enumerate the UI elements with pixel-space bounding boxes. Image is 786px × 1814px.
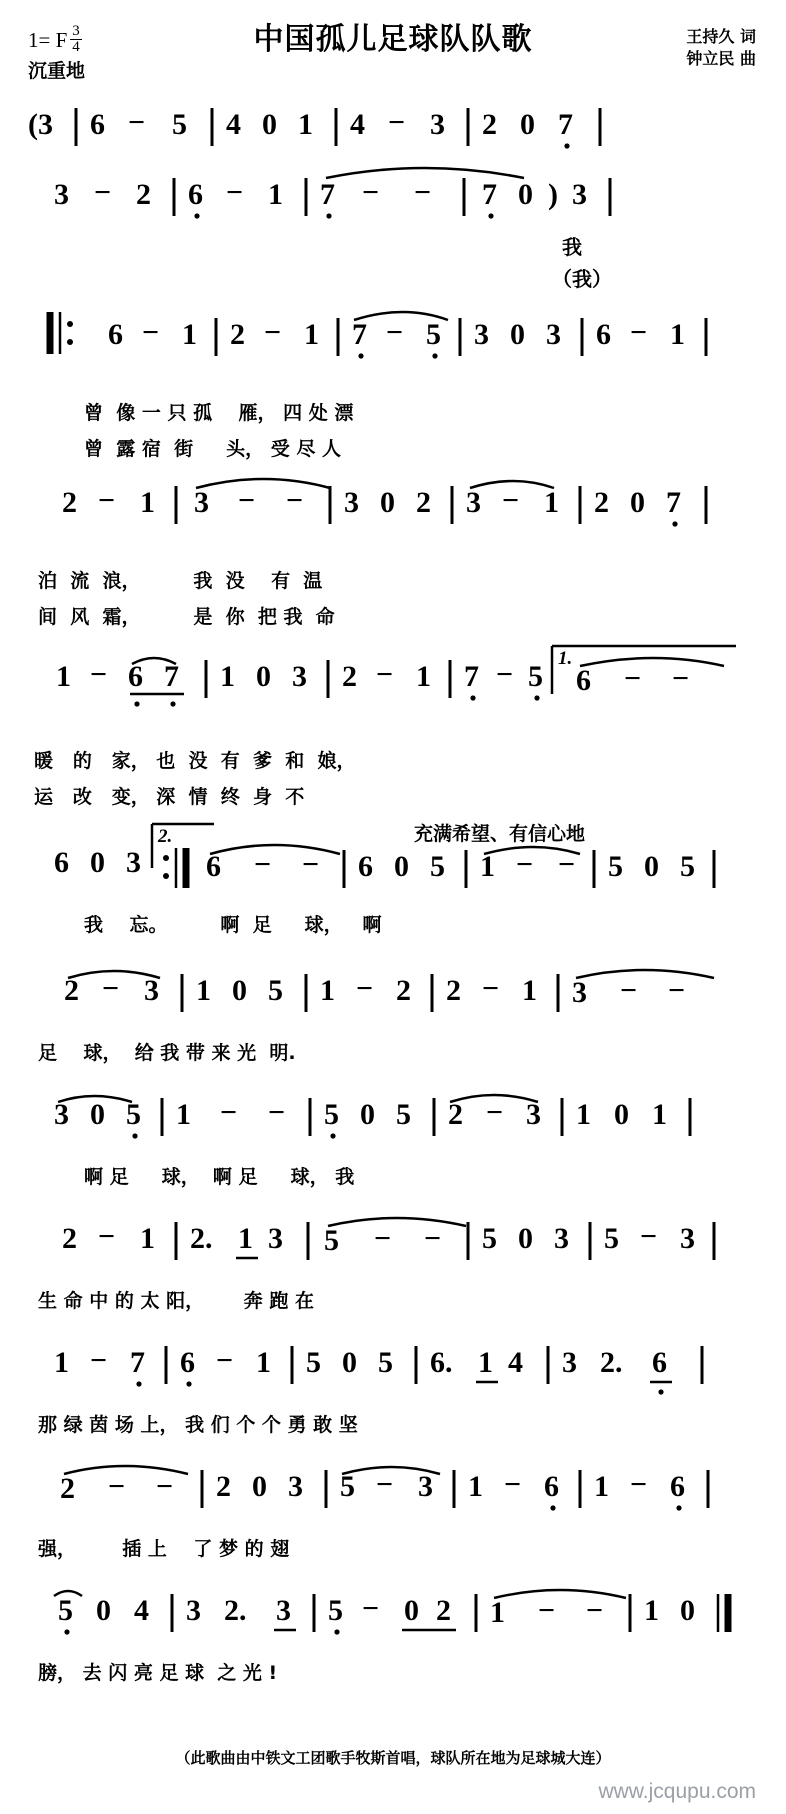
svg-text:1: 1 xyxy=(416,660,431,693)
svg-text:1: 1 xyxy=(304,318,319,351)
svg-text:−: − xyxy=(386,316,404,349)
svg-text:5: 5 xyxy=(528,660,543,693)
svg-text:2: 2 xyxy=(594,486,609,519)
notation-row-intro-2 xyxy=(24,162,762,302)
svg-text:1: 1 xyxy=(220,660,235,693)
svg-text:6: 6 xyxy=(108,318,123,351)
svg-text:−: − xyxy=(264,316,282,349)
svg-text:6: 6 xyxy=(180,1346,195,1379)
svg-text:3: 3 xyxy=(292,660,307,693)
lyric-verse-4: 我 忘。 啊 足 球， 啊 xyxy=(84,914,382,936)
svg-text:−: − xyxy=(672,662,690,695)
svg-text:0: 0 xyxy=(380,486,395,519)
svg-text:3: 3 xyxy=(418,1470,433,1503)
svg-text:−: − xyxy=(216,1344,234,1377)
system-verse-2 xyxy=(0,470,786,628)
svg-text:1: 1 xyxy=(576,1098,591,1131)
svg-text:4: 4 xyxy=(134,1594,149,1627)
svg-text:−: − xyxy=(254,848,272,881)
svg-text:−: − xyxy=(504,1468,522,1501)
svg-text:5: 5 xyxy=(324,1098,339,1131)
lyric-chorus-3: 生 命 中 的 太 阳， 奔 跑 在 xyxy=(38,1290,314,1312)
svg-text:1: 1 xyxy=(478,1346,493,1379)
svg-text:7: 7 xyxy=(352,318,367,351)
notation-row-verse-2 xyxy=(24,470,762,620)
svg-text:0: 0 xyxy=(232,974,247,1007)
svg-text:1: 1 xyxy=(176,1098,191,1131)
svg-text:−: − xyxy=(388,106,406,139)
svg-text:3: 3 xyxy=(144,974,159,1007)
svg-text:−: − xyxy=(98,1220,116,1253)
svg-text:2: 2 xyxy=(342,660,357,693)
svg-text:1: 1 xyxy=(140,1222,155,1255)
svg-text:1: 1 xyxy=(56,660,71,693)
system-chorus-2 xyxy=(0,1078,786,1188)
system-chorus-5 xyxy=(0,1450,786,1560)
svg-text:5: 5 xyxy=(378,1346,393,1379)
lyric-verse-1-line-1: 曾 像 一 只 孤 雁， 四 处 漂 xyxy=(84,402,354,424)
svg-text:6: 6 xyxy=(54,846,69,879)
svg-text:1: 1 xyxy=(652,1098,667,1131)
svg-text:5: 5 xyxy=(396,1098,411,1131)
svg-text:6: 6 xyxy=(206,850,221,883)
svg-text:6: 6 xyxy=(90,108,105,141)
system-verse-1 xyxy=(0,302,786,460)
system-chorus-3 xyxy=(0,1202,786,1312)
svg-text:0: 0 xyxy=(614,1098,629,1131)
svg-text:3: 3 xyxy=(466,486,481,519)
svg-text:4: 4 xyxy=(350,108,365,141)
svg-text:−: − xyxy=(640,1220,658,1253)
svg-text:−: − xyxy=(620,974,638,1007)
svg-text:3: 3 xyxy=(562,1346,577,1379)
svg-text:3: 3 xyxy=(186,1594,201,1627)
svg-text:3: 3 xyxy=(54,178,69,211)
svg-text:−: − xyxy=(286,484,304,517)
svg-text:7: 7 xyxy=(558,108,573,141)
key-signature-text: 1= F xyxy=(28,28,68,52)
svg-text:−: − xyxy=(362,176,380,209)
svg-text:−: − xyxy=(238,484,256,517)
lyric-verse-2-line-2: 间 风 霜， 是 你 把 我 命 xyxy=(38,605,335,628)
svg-text:−: − xyxy=(226,176,244,209)
svg-text:4: 4 xyxy=(508,1346,523,1379)
svg-text:3: 3 xyxy=(430,108,445,141)
svg-text:1: 1 xyxy=(490,1596,505,1629)
svg-text:1: 1 xyxy=(140,486,155,519)
svg-text:−: − xyxy=(156,1470,174,1503)
system-verse-3 xyxy=(0,638,786,808)
svg-text:−: − xyxy=(482,972,500,1005)
page-title: 中国孤儿足球队队歌 xyxy=(253,22,533,57)
svg-text:−: − xyxy=(302,848,320,881)
svg-text:3: 3 xyxy=(344,486,359,519)
lyric-chorus-2: 啊 足 球， 啊 足 球， 我 xyxy=(84,1166,355,1188)
svg-text:6: 6 xyxy=(544,1470,559,1503)
svg-text:1: 1 xyxy=(238,1222,253,1255)
svg-text:0: 0 xyxy=(630,486,645,519)
svg-text:2: 2 xyxy=(136,178,151,211)
time-signature-numerator: 3 xyxy=(72,23,80,39)
svg-text:2.: 2. xyxy=(600,1346,623,1379)
system-intro-2 xyxy=(0,162,786,302)
svg-text:3: 3 xyxy=(276,1594,291,1627)
svg-text:5: 5 xyxy=(126,1098,141,1131)
svg-text:6: 6 xyxy=(188,178,203,211)
second-ending-label: 2. xyxy=(158,826,173,847)
svg-text:(3: (3 xyxy=(28,108,53,141)
svg-text:−: − xyxy=(414,176,432,209)
svg-text:1: 1 xyxy=(256,1346,271,1379)
lyricist-credit: 王持久 词 xyxy=(686,27,756,46)
time-signature-denominator: 4 xyxy=(72,39,80,55)
svg-text:0: 0 xyxy=(680,1594,695,1627)
svg-text:1: 1 xyxy=(480,850,495,883)
svg-text:0: 0 xyxy=(256,660,271,693)
system-chorus-4 xyxy=(0,1326,786,1436)
svg-text:−: − xyxy=(128,106,146,139)
svg-text:1: 1 xyxy=(268,178,283,211)
svg-text:5: 5 xyxy=(328,1594,343,1627)
svg-text:−: − xyxy=(516,848,534,881)
svg-text:0: 0 xyxy=(360,1098,375,1131)
expression-marking: 充满希望、有信心地 xyxy=(414,823,586,845)
lyric-verse-2-line-1: 泊 流 浪， 我 没 有 温 xyxy=(38,570,323,592)
svg-text:1: 1 xyxy=(544,486,559,519)
svg-text:2: 2 xyxy=(482,108,497,141)
svg-text:0: 0 xyxy=(262,108,277,141)
pickup-lyric-2: （我） xyxy=(552,267,612,291)
svg-text:−: − xyxy=(630,316,648,349)
svg-text:6: 6 xyxy=(358,850,373,883)
watermark: www.jcqupu.com xyxy=(598,1780,756,1803)
svg-text:2: 2 xyxy=(60,1472,75,1505)
svg-text:1: 1 xyxy=(182,318,197,351)
svg-text:−: − xyxy=(142,316,160,349)
svg-text:−: − xyxy=(496,658,514,691)
svg-text:−: − xyxy=(424,1222,442,1255)
svg-text:7: 7 xyxy=(130,1346,145,1379)
lyric-chorus-6: 膀， 去 闪 亮 足 球 之 光 ! xyxy=(38,1662,278,1684)
system-chorus-6 xyxy=(0,1574,786,1684)
first-ending-label: 1. xyxy=(558,648,573,669)
svg-text:−: − xyxy=(586,1594,604,1627)
svg-text:5: 5 xyxy=(426,318,441,351)
lyric-chorus-1: 足 球， 给 我 带 来 光 明. xyxy=(38,1042,296,1064)
svg-text:5: 5 xyxy=(172,108,187,141)
svg-text:−: − xyxy=(356,972,374,1005)
svg-text:−: − xyxy=(486,1096,504,1129)
svg-text:3: 3 xyxy=(288,1470,303,1503)
svg-text:−: − xyxy=(102,972,120,1005)
svg-text:5: 5 xyxy=(608,850,623,883)
svg-text:7: 7 xyxy=(164,660,179,693)
svg-text:−: − xyxy=(90,658,108,691)
svg-text:0: 0 xyxy=(520,108,535,141)
svg-text:−: − xyxy=(220,1096,238,1129)
svg-text:2: 2 xyxy=(64,974,79,1007)
svg-text:3: 3 xyxy=(572,976,587,1009)
svg-text:−: − xyxy=(502,484,520,517)
svg-text:2: 2 xyxy=(230,318,245,351)
notation-row-verse-1 xyxy=(24,302,762,452)
system-chorus-1 xyxy=(0,954,786,1064)
lyric-verse-3-line-1: 暖 的 家， 也 没 有 爹 和 娘， xyxy=(34,750,356,772)
svg-text:2.: 2. xyxy=(190,1222,213,1255)
svg-text:3: 3 xyxy=(526,1098,541,1131)
svg-text:1: 1 xyxy=(594,1470,609,1503)
svg-text:3: 3 xyxy=(554,1222,569,1255)
svg-text:5: 5 xyxy=(58,1594,73,1627)
system-verse-4 xyxy=(0,810,786,940)
svg-text:5: 5 xyxy=(680,850,695,883)
svg-text:1: 1 xyxy=(320,974,335,1007)
lyric-verse-1-line-2: 曾 露 宿 街 头， 受 尽 人 xyxy=(84,437,341,460)
svg-text:−: − xyxy=(98,484,116,517)
svg-text:2: 2 xyxy=(416,486,431,519)
svg-text:0: 0 xyxy=(394,850,409,883)
svg-text:−: − xyxy=(268,1096,286,1129)
svg-text:0: 0 xyxy=(404,1594,419,1627)
svg-text:): ) xyxy=(548,178,558,211)
svg-text:−: − xyxy=(624,662,642,695)
credits xyxy=(686,26,756,69)
svg-text:2: 2 xyxy=(436,1594,451,1627)
svg-text:7: 7 xyxy=(666,486,681,519)
svg-text:0: 0 xyxy=(96,1594,111,1627)
svg-text:−: − xyxy=(90,1344,108,1377)
svg-text:0: 0 xyxy=(510,318,525,351)
svg-text:3: 3 xyxy=(194,486,209,519)
svg-text:6: 6 xyxy=(128,660,143,693)
lyric-verse-3-line-2: 运 改 变， 深 情 终 身 不 xyxy=(34,785,305,808)
svg-text:0: 0 xyxy=(644,850,659,883)
svg-text:6: 6 xyxy=(670,1470,685,1503)
svg-text:−: − xyxy=(538,1594,556,1627)
svg-text:1: 1 xyxy=(644,1594,659,1627)
svg-text:1: 1 xyxy=(522,974,537,1007)
svg-text:0: 0 xyxy=(518,178,533,211)
composer-credit: 钟立民 曲 xyxy=(686,48,756,68)
pickup-lyric-1: 我 xyxy=(562,235,582,259)
svg-text:−: − xyxy=(94,176,112,209)
svg-text:3: 3 xyxy=(474,318,489,351)
svg-text:−: − xyxy=(108,1470,126,1503)
svg-text:5: 5 xyxy=(604,1222,619,1255)
svg-text:2: 2 xyxy=(62,486,77,519)
svg-text:7: 7 xyxy=(482,178,497,211)
lyric-chorus-4: 那 绿 茵 场 上， 我 们 个 个 勇 敢 坚 xyxy=(38,1414,358,1436)
svg-text:0: 0 xyxy=(90,846,105,879)
svg-text:5: 5 xyxy=(430,850,445,883)
notation-row-intro-1 xyxy=(24,100,762,162)
svg-text:1: 1 xyxy=(54,1346,69,1379)
svg-text:4: 4 xyxy=(226,108,241,141)
svg-text:5: 5 xyxy=(482,1222,497,1255)
svg-text:7: 7 xyxy=(464,660,479,693)
svg-text:3: 3 xyxy=(546,318,561,351)
lyric-chorus-5: 强， 插 上 了 梦 的 翅 xyxy=(38,1538,290,1560)
svg-text:−: − xyxy=(362,1592,380,1625)
svg-text:2: 2 xyxy=(446,974,461,1007)
svg-text:0: 0 xyxy=(90,1098,105,1131)
svg-text:1: 1 xyxy=(298,108,313,141)
svg-text:5: 5 xyxy=(268,974,283,1007)
svg-text:−: − xyxy=(376,658,394,691)
svg-text:2: 2 xyxy=(396,974,411,1007)
svg-text:6: 6 xyxy=(576,664,591,697)
svg-text:2.: 2. xyxy=(224,1594,247,1627)
svg-text:0: 0 xyxy=(518,1222,533,1255)
footnote: （此歌曲由中铁文工团歌手牧斯首唱，球队所在地为足球城大连） xyxy=(175,1749,611,1767)
svg-text:1: 1 xyxy=(670,318,685,351)
svg-text:2: 2 xyxy=(216,1470,231,1503)
svg-text:0: 0 xyxy=(252,1470,267,1503)
svg-text:−: − xyxy=(376,1468,394,1501)
svg-text:3: 3 xyxy=(268,1222,283,1255)
svg-text:3: 3 xyxy=(680,1222,695,1255)
score-header xyxy=(0,0,786,100)
svg-text:−: − xyxy=(668,974,686,1007)
svg-text:3: 3 xyxy=(572,178,587,211)
svg-text:1: 1 xyxy=(468,1470,483,1503)
svg-text:5: 5 xyxy=(340,1470,355,1503)
svg-text:6: 6 xyxy=(596,318,611,351)
svg-text:2: 2 xyxy=(62,1222,77,1255)
svg-text:2: 2 xyxy=(448,1098,463,1131)
svg-text:−: − xyxy=(630,1468,648,1501)
svg-text:3: 3 xyxy=(126,846,141,879)
svg-text:5: 5 xyxy=(306,1346,321,1379)
svg-text:0: 0 xyxy=(342,1346,357,1379)
svg-text:−: − xyxy=(558,848,576,881)
svg-text:6: 6 xyxy=(652,1346,667,1379)
svg-text:7: 7 xyxy=(320,178,335,211)
svg-text:−: − xyxy=(374,1222,392,1255)
svg-text:5: 5 xyxy=(324,1224,339,1257)
svg-text:6.: 6. xyxy=(430,1346,453,1379)
tempo-marking: 沉重地 xyxy=(28,60,86,82)
svg-text:3: 3 xyxy=(54,1098,69,1131)
system-intro-1 xyxy=(0,100,786,162)
svg-text:1: 1 xyxy=(196,974,211,1007)
